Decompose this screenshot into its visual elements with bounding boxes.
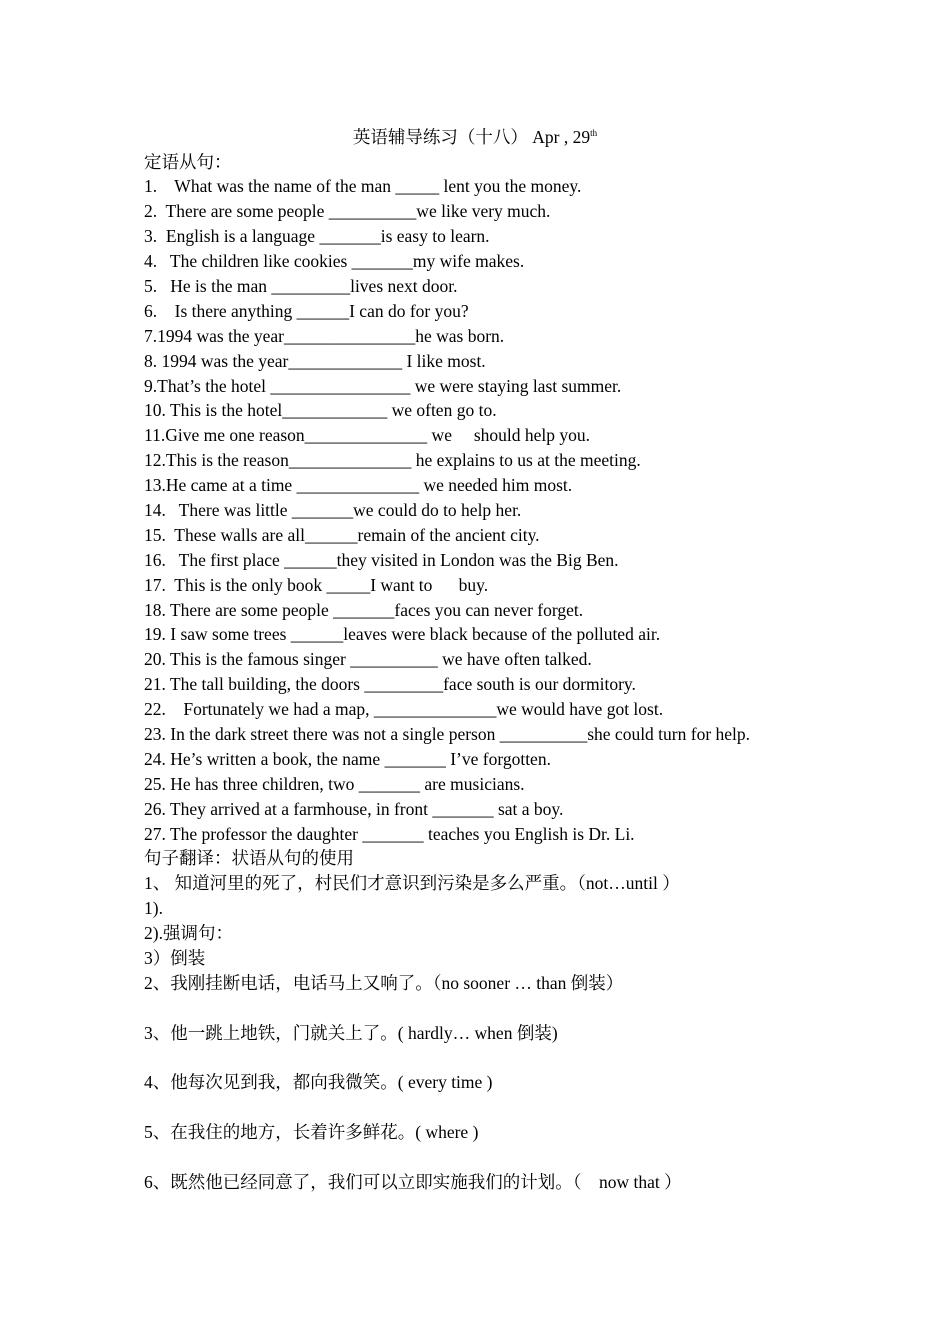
exercise-item: 11.Give me one reason______________ we should help you. (144, 425, 591, 446)
title-superscript: th (590, 128, 598, 138)
exercise-item: 6. Is there anything ______I can do for you? (144, 300, 469, 321)
exercise-item: 18. There are some people _______faces you can never forget. (144, 599, 584, 620)
exercise-item: 21. The tall building, the doors _________face south is our dormitory. (144, 674, 636, 695)
worksheet-body (144, 150, 807, 1195)
exercise-item: 15. These walls are all______remain of the ancient city. (144, 524, 540, 545)
translation-question: 6、既然他已经同意了，我们可以立即实施我们的计划。（ now that ） (144, 1172, 682, 1193)
exercise-item: 3. English is a language _______is easy to learn. (144, 226, 490, 247)
exercise-item: 17. This is the only book _____I want to buy. (144, 574, 489, 595)
section-heading-translation: 句子翻译：状语从句的使用 (144, 848, 354, 869)
exercise-item: 23. In the dark street there was not a single person __________she could turn for help. (144, 723, 751, 744)
answer-space (144, 1145, 807, 1170)
exercise-item: 16. The first place ______they visited in London was the Big Ben. (144, 549, 619, 570)
translation-question: 1、 知道河里的死了，村民们才意识到污染是多么严重。（not…until ） (144, 873, 680, 894)
exercise-item: 25. He has three children, two _______ are musicians. (144, 773, 525, 794)
exercise-item: 26. They arrived at a farmhouse, in front _______ sat a boy. (144, 798, 564, 819)
exercise-item: 13.He came at a time ______________ we needed him most. (144, 475, 573, 496)
exercise-item: 14. There was little _______we could do to help her. (144, 499, 522, 520)
worksheet-title (0, 125, 950, 149)
translation-subitem: 3）倒装 (144, 948, 206, 969)
exercise-item: 19. I saw some trees ______leaves were black because of the polluted air. (144, 624, 661, 645)
answer-space (144, 996, 807, 1021)
answer-space (144, 1095, 807, 1120)
exercise-item: 1. What was the name of the man _____ lent you the money. (144, 176, 582, 197)
exercise-item: 24. He’s written a book, the name _______ I’ve forgotten. (144, 748, 551, 769)
exercise-item: 10. This is the hotel____________ we often go to. (144, 400, 497, 421)
exercise-item: 27. The professor the daughter _______ teaches you English is Dr. Li. (144, 823, 635, 844)
exercise-item: 5. He is the man _________lives next door. (144, 275, 458, 296)
answer-space (144, 1046, 807, 1071)
exercise-item: 12.This is the reason______________ he explains to us at the meeting. (144, 450, 641, 471)
exercise-item: 22. Fortunately we had a map, ______________we would have got lost. (144, 699, 664, 720)
exercise-item: 20. This is the famous singer __________ we have often talked. (144, 649, 592, 670)
translation-subitem: 1). (144, 898, 163, 919)
translation-question: 4、他每次见到我，都向我微笑。( every time ) (144, 1072, 493, 1093)
exercise-item: 9.That’s the hotel ________________ we were staying last summer. (144, 375, 622, 396)
section-heading-attributive-clauses: 定语从句： (144, 151, 232, 172)
translation-question: 5、在我住的地方，长着许多鲜花。( where ) (144, 1122, 479, 1143)
exercise-item: 7.1994 was the year_______________he was born. (144, 325, 505, 346)
translation-question: 3、他一跳上地铁，门就关上了。( hardly… when 倒装) (144, 1022, 558, 1043)
translation-question: 2、我刚挂断电话，电话马上又响了。（no sooner … than 倒装） (144, 972, 624, 993)
exercise-item: 2. There are some people __________we like very much. (144, 201, 551, 222)
translation-subitem: 2).强调句： (144, 923, 233, 944)
exercise-item: 8. 1994 was the year_____________ I like most. (144, 350, 486, 371)
title-text: 英语辅导练习（十八） Apr , 29 (352, 127, 591, 147)
exercise-item: 4. The children like cookies _______my wife makes. (144, 251, 525, 272)
